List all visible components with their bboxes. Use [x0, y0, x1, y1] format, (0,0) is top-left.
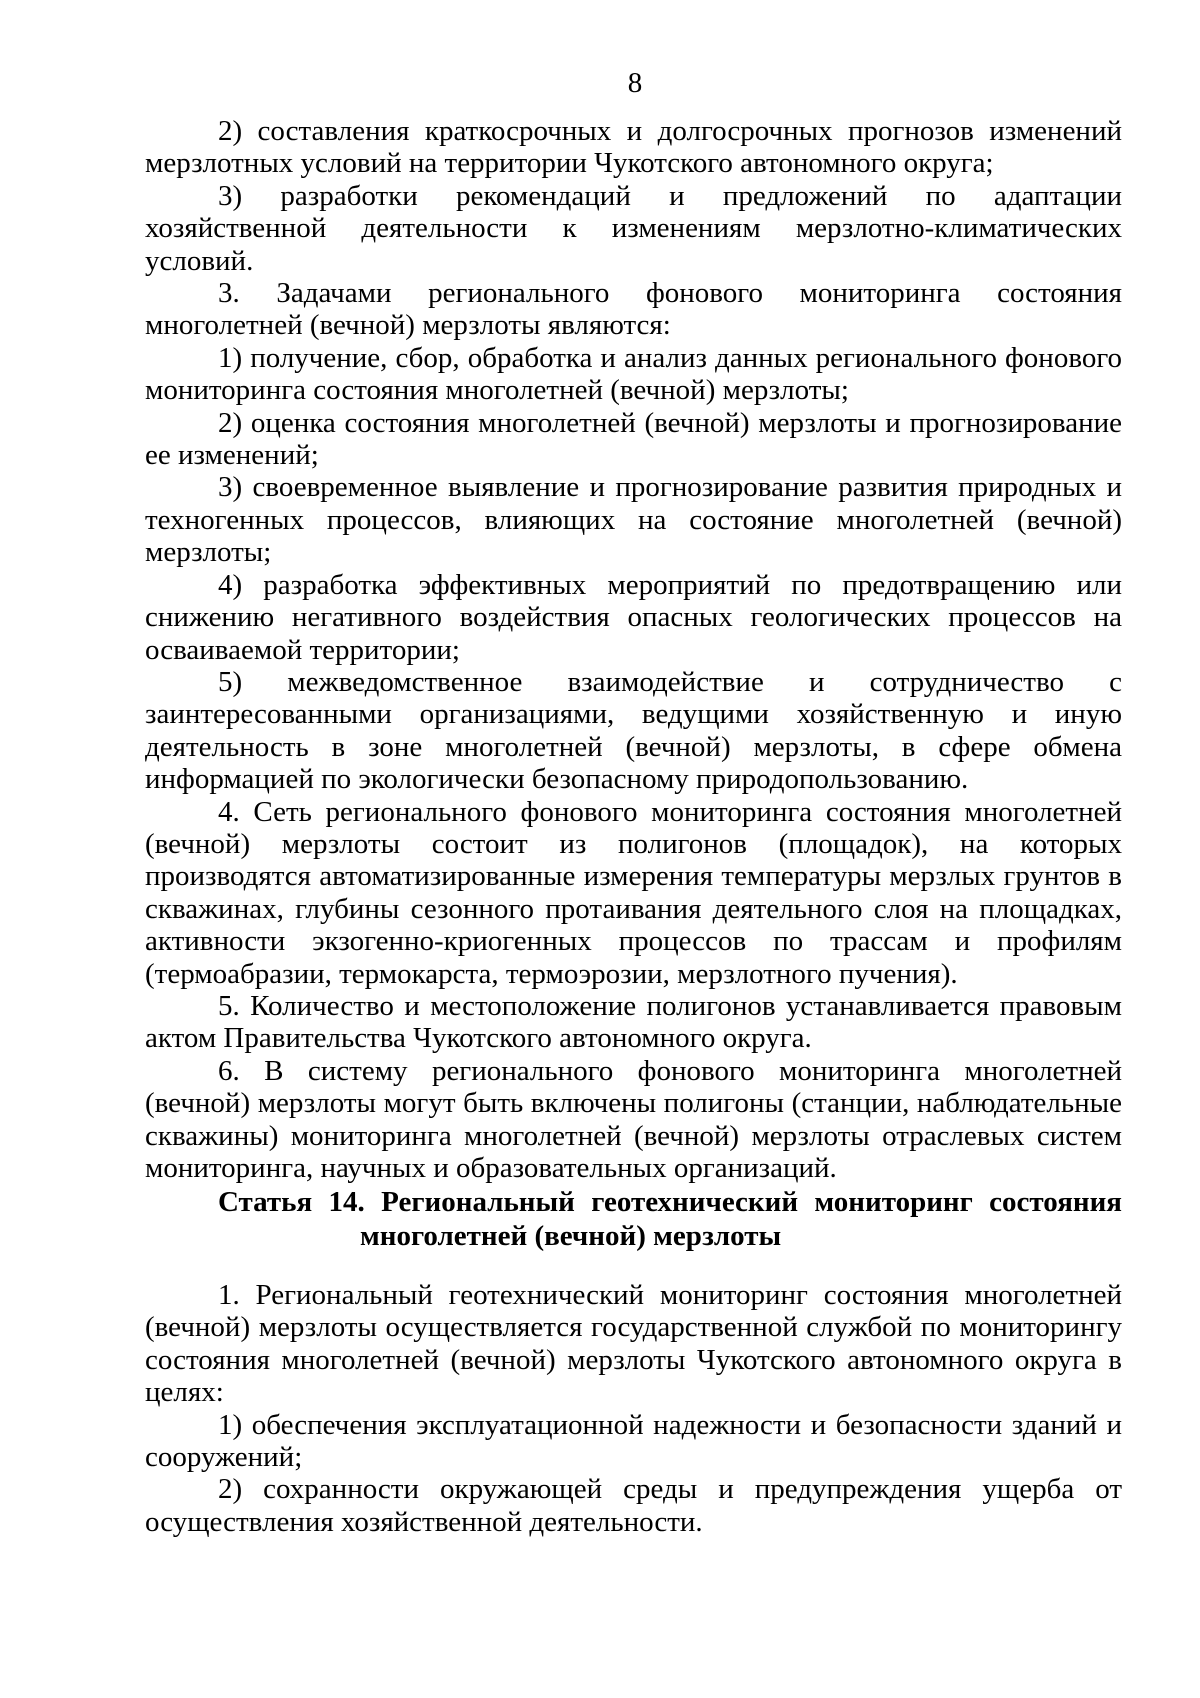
- paragraph: 4) разработка эффективных мероприятий по предотвращению или снижению негативного воздействия опасных геологических процессов на осваиваемой территории;: [145, 568, 1122, 666]
- paragraph: 4. Сеть регионального фонового мониторинга состояния многолетней (вечной) мерзлоты состоит из полигонов (площадок), на которых производятся автоматизированные измерения температуры мерзлых грунтов в скважинах, глубины сезонного протаивания деятельного слоя на площадках, активности экзогенно-криогенных процессов по трассам и профилям (термоабразии, термокарста, термоэрозии, мерзлотного пучения).: [145, 795, 1122, 990]
- paragraph: 5) межведомственное взаимодействие и сотрудничество с заинтересованными организациями, ведущими хозяйственную и иную деятельность в зоне многолетней (вечной) мерзлоты, в сфере обмена информацией по экологически безопасному природопользованию.: [145, 665, 1122, 796]
- article-heading: [145, 1185, 1122, 1253]
- page-number: 8: [627, 67, 643, 99]
- paragraph: 1) обеспечения эксплуатационной надежности и безопасности зданий и сооружений;: [145, 1408, 1122, 1474]
- paragraph: 1. Региональный геотехнический мониторинг состояния многолетней (вечной) мерзлоты осуществляется государственной службой по мониторингу состояния многолетней (вечной) мерзлоты Чукотского автономного округа в целях:: [145, 1279, 1122, 1409]
- paragraph: 5. Количество и местоположение полигонов устанавливается правовым актом Правительства Чукотского автономного округа.: [145, 989, 1122, 1055]
- article-heading-line-1: Статья 14. Региональный геотехнический мониторинг состояния: [218, 1186, 1122, 1218]
- paragraph: 3. Задачами регионального фонового мониторинга состояния многолетней (вечной) мерзлоты являются:: [145, 277, 1122, 342]
- body-text-block-top: [145, 115, 1122, 1184]
- paragraph: 6. В систему регионального фонового мониторинга многолетней (вечной) мерзлоты могут быть включены полигоны (станции, наблюдательные скважины) мониторинга многолетней (вечной) мерзлоты отраслевых систем мониторинга, научных и образовательных организаций.: [145, 1054, 1122, 1184]
- paragraph: 2) составления краткосрочных и долгосрочных прогнозов изменений мерзлотных условий на территории Чукотского автономного округа;: [145, 115, 1122, 180]
- paragraph: 3) разработки рекомендаций и предложений по адаптации хозяйственной деятельности к изменениям мерзлотно-климатических условий.: [145, 179, 1122, 277]
- article-heading-line-2: многолетней (вечной) мерзлоты: [360, 1220, 782, 1252]
- paragraph: 1) получение, сбор, обработка и анализ данных регионального фонового мониторинга состояния многолетней (вечной) мерзлоты;: [145, 341, 1122, 407]
- body-text-block-bottom: [145, 1279, 1122, 1538]
- paragraph: 3) своевременное выявление и прогнозирование развития природных и техногенных процессов, влияющих на состояние многолетней (вечной) мерзлоты;: [145, 471, 1122, 569]
- paragraph: 2) сохранности окружающей среды и предупреждения ущерба от осуществления хозяйственной деятельности.: [145, 1473, 1122, 1538]
- paragraph: 2) оценка состояния многолетней (вечной) мерзлоты и прогнозирование ее изменений;: [145, 406, 1122, 472]
